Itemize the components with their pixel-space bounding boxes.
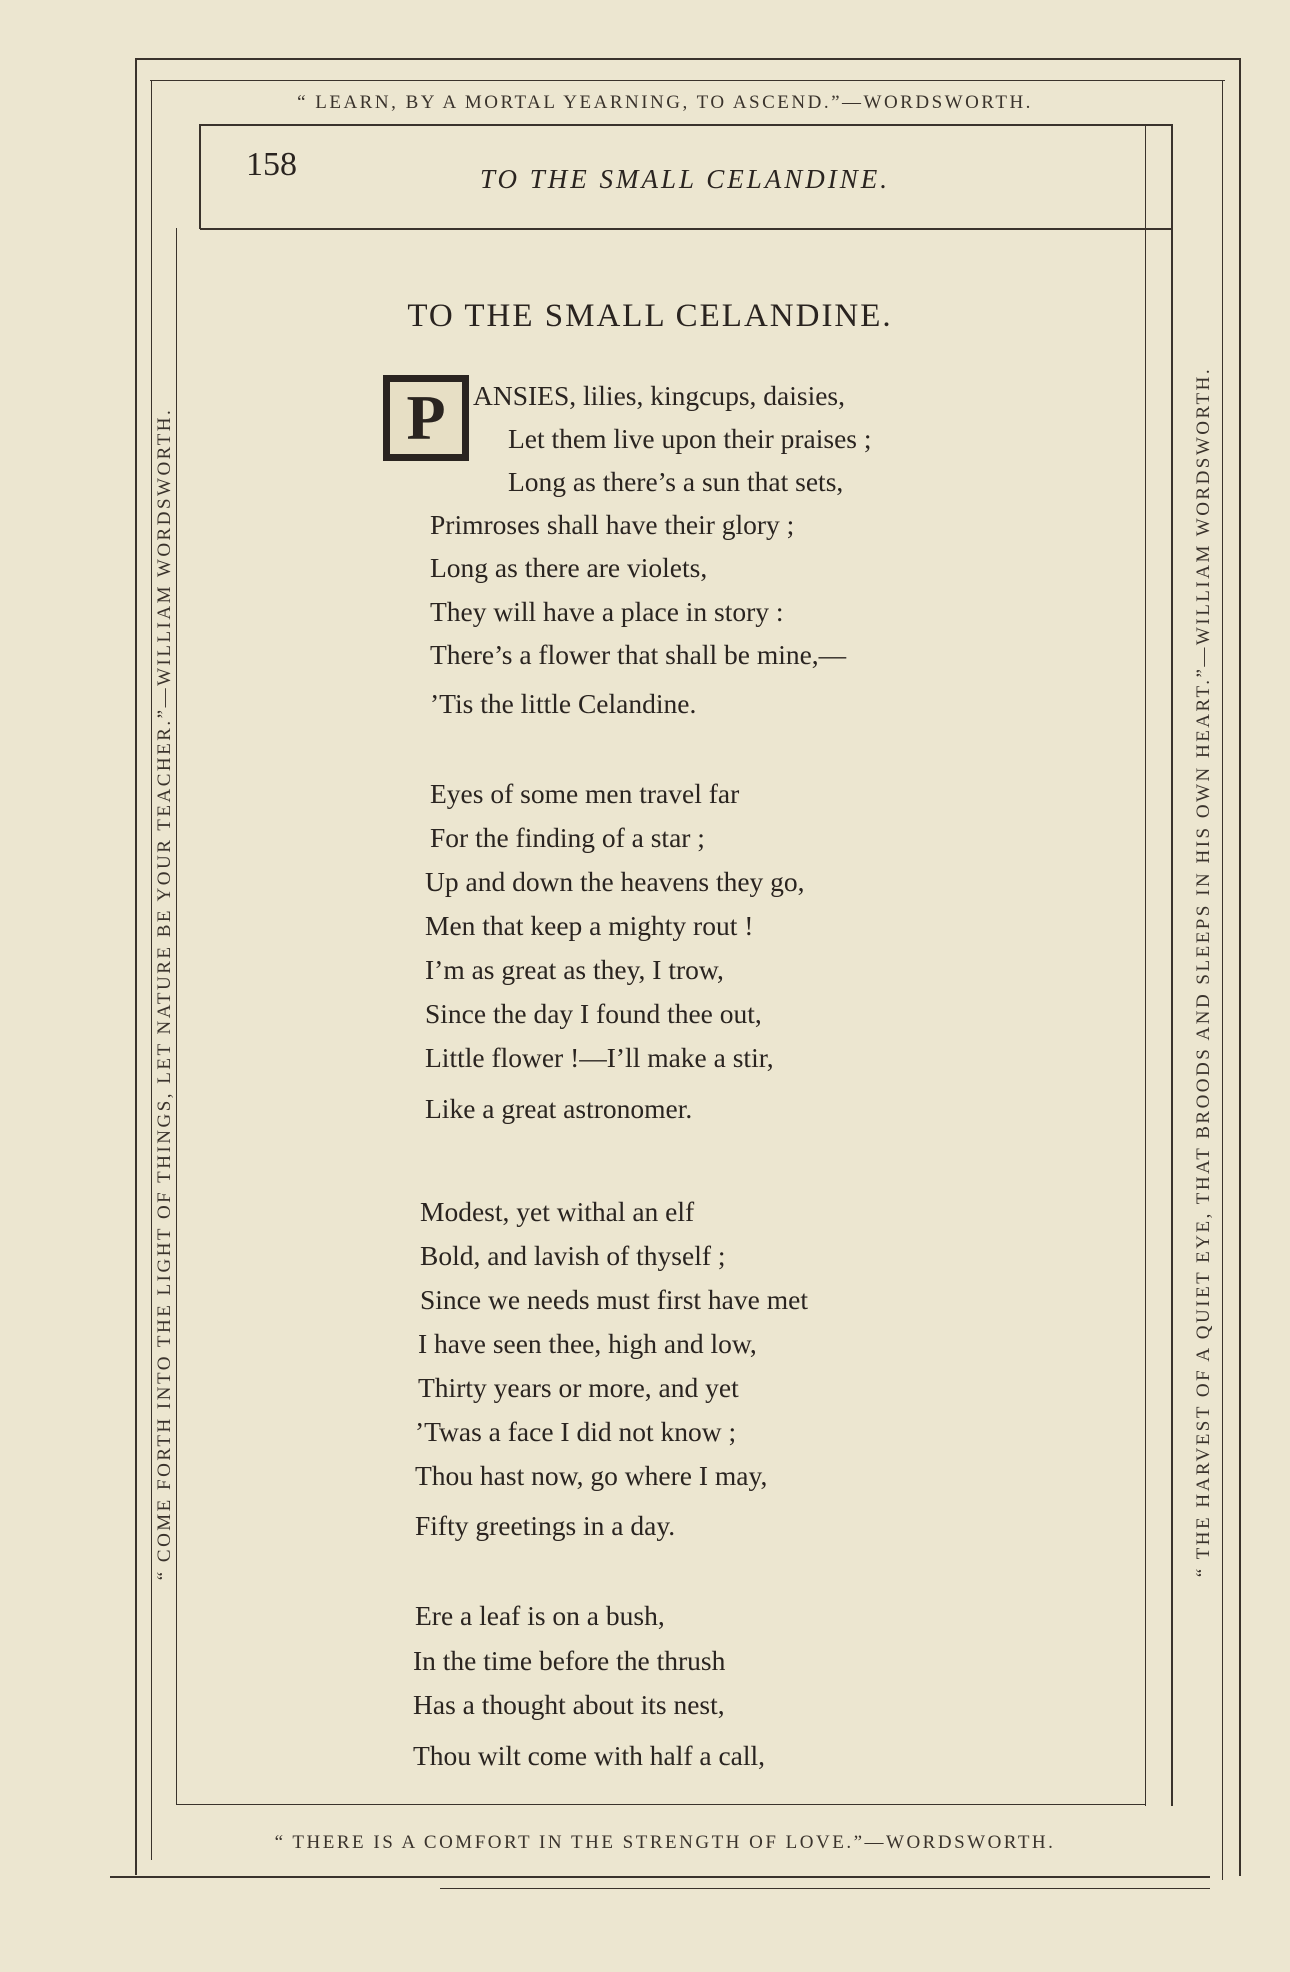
poem-line: Long as there are violets, <box>430 552 708 583</box>
frame-bottom-inner <box>176 1804 1146 1805</box>
frame-top-outer <box>135 58 1240 60</box>
poem-line: Bold, and lavish of thyself ; <box>420 1240 726 1271</box>
frame-bottom-outer <box>110 1876 1210 1878</box>
frame-top-inner <box>150 80 1225 81</box>
poem-line: Thou hast now, go where I may, <box>415 1460 768 1491</box>
poem-line: Thou wilt come with half a call, <box>413 1740 766 1771</box>
frame-left-inner <box>151 80 152 1860</box>
poem-line: Since the day I found thee out, <box>425 998 762 1029</box>
drop-cap-letter: P <box>390 382 462 454</box>
poem-line: Since we needs must first have met <box>420 1284 808 1315</box>
poem-line: ’Tis the little Celandine. <box>430 688 697 719</box>
poem-line: In the time before the thrush <box>413 1645 726 1676</box>
poem-line: Modest, yet withal an elf <box>420 1196 695 1227</box>
poem-line: ANSIES, lilies, kingcups, daisies, <box>473 380 846 411</box>
poem-line: Like a great astronomer. <box>425 1093 693 1124</box>
page-top-line <box>200 124 1172 126</box>
poem-line: Long as there’s a sun that sets, <box>508 466 844 497</box>
poem-line: I’m as great as they, I trow, <box>425 954 724 985</box>
border-quote-right: “ THE HARVEST OF A QUIET EYE, THAT BROODS AND SLEEPS IN HIS OWN HEART.”—WILLIAM WORDSWORTH. <box>1193 366 1214 1578</box>
border-quote-top: “ LEARN, BY A MORTAL YEARNING, TO ASCEND.”—WORDSWORTH. <box>297 92 1033 113</box>
poem-line: ’Twas a face I did not know ; <box>415 1416 737 1447</box>
running-head: TO THE SMALL CELANDINE. <box>479 164 891 194</box>
page-left-border <box>176 228 177 1805</box>
border-quote-bottom: “ THERE IS A COMFORT IN THE STRENGTH OF LOVE.”—WORDSWORTH. <box>274 1832 1056 1853</box>
page-head-line <box>200 228 1172 230</box>
poem-line: Eyes of some men travel far <box>430 778 740 809</box>
page-right-border <box>1145 124 1146 1806</box>
poem-line: For the finding of a star ; <box>430 822 705 853</box>
poem-line: There’s a flower that shall be mine,— <box>430 639 847 670</box>
poem-line: Men that keep a mighty rout ! <box>425 910 754 941</box>
page-number: 158 <box>246 146 297 183</box>
frame-right-inner <box>1222 80 1223 1880</box>
frame-right-outer <box>1239 58 1241 1876</box>
poem-line: Up and down the heavens they go, <box>425 866 805 897</box>
poem-line: Thirty years or more, and yet <box>418 1372 739 1403</box>
poem-line: I have seen thee, high and low, <box>418 1328 757 1359</box>
poem-line: Little flower !—I’ll make a stir, <box>425 1042 774 1073</box>
poem-line: Let them live upon their praises ; <box>508 423 872 454</box>
poem-line: Fifty greetings in a day. <box>415 1510 676 1541</box>
poem-line: Has a thought about its nest, <box>413 1689 725 1720</box>
border-quote-left: “ COME FORTH INTO THE LIGHT OF THINGS, LET NATURE BE YOUR TEACHER.”—WILLIAM WORDSWORTH. <box>154 407 175 1581</box>
page-right-edge <box>1171 124 1173 1806</box>
poem-line: Primroses shall have their glory ; <box>430 509 795 540</box>
poem-line: They will have a place in story : <box>430 596 784 627</box>
poem-line: Ere a leaf is on a bush, <box>415 1600 665 1631</box>
frame-left-outer <box>135 58 137 1875</box>
drop-cap <box>383 375 469 461</box>
poem-title: TO THE SMALL CELANDINE. <box>407 298 893 334</box>
frame-bottom-lowest <box>440 1888 1210 1889</box>
